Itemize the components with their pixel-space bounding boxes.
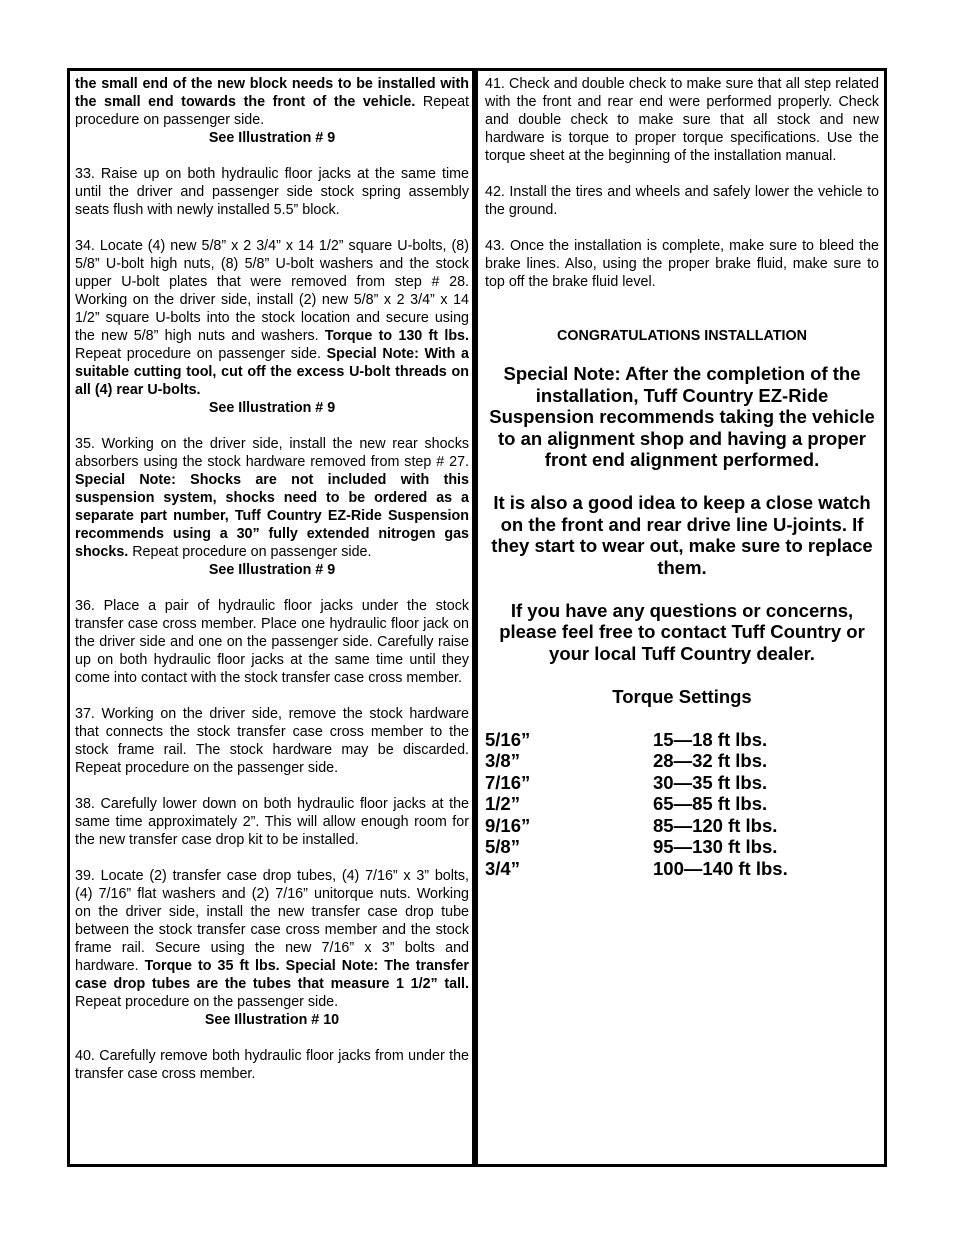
step-39-repeat: Repeat procedure on the passenger side. [75, 994, 339, 1010]
step-41: 41. Check and double check to make sure that all step related with the front and rear end were performed properly. Check and double check to make sure that all stock and new hardware is torque to proper torque specifications. Use the torque sheet at the beginning of the installation manual. [485, 76, 879, 164]
step-38: 38. Carefully lower down on both hydraulic floor jacks at the same time approximately 2”. This will allow enough room for the new transfer case drop kit to be installed. [75, 796, 469, 848]
step-35-note: Special Note: Shocks are not included with this suspension system, shocks need to be ordered as a separate part number, Tuff Country EZ-Ride Suspension recommends using a 30” fully extended nitrogen gas shocks. [75, 472, 469, 560]
right-column [485, 75, 879, 879]
left-column [75, 75, 469, 1101]
step-32-rest: Repeat procedure on passenger side. [75, 94, 469, 128]
step-40: 40. Carefully remove both hydraulic floor jacks from under the transfer case cross member. [75, 1048, 469, 1082]
step-43: 43. Once the installation is complete, make sure to bleed the brake lines. Also, using the proper brake fluid, make sure to top off the brake fluid level. [485, 238, 879, 290]
torque-row [485, 750, 879, 772]
torque-value: 28—32 ft lbs. [653, 750, 768, 771]
torque-settings-title: Torque Settings [612, 685, 752, 707]
torque-value: 85—120 ft lbs. [653, 814, 778, 836]
torque-table [485, 729, 879, 880]
step-34-repeat: Repeat procedure on passenger side. [75, 346, 327, 362]
step-33: 33. Raise up on both hydraulic floor jacks at the same time until the driver and passenger side stock spring assembly seats flush with newly installed 5.5” block. [75, 166, 469, 218]
ujoint-note: It is also a good idea to keep a close watch on the front and rear drive line U-joints. If they start to wear out, make sure to replace them. [491, 492, 873, 578]
step-32-bold: the small end of the new block needs to be installed with the small end towards the front of the vehicle. [75, 76, 469, 110]
torque-size: 9/16” [485, 814, 531, 836]
torque-row [485, 729, 879, 751]
step-34-text: 34. Locate (4) new 5/8” x 2 3/4” x 14 1/2” square U-bolts, (8) 5/8” U-bolt high nuts, (8) 5/8” U-bolt washers and the stock upper U-bolt plates that were removed from step # 28. Working on the driver side, install (2) new 5/8” x 2 3/4” x 14 1/2” square U-bolts into the stock location and secure using the new 5/8” high nuts and washers. [75, 238, 469, 344]
step-34-note: Special Note: With a suitable cutting tool, cut off the excess U-bolt threads on all (4) rear U-bolts. [75, 346, 469, 398]
step-32-continued [75, 75, 469, 129]
step-39-note: Torque to 35 ft lbs. Special Note: The transfer case drop tubes are the tubes that measure 1 1/2” tall. [75, 958, 469, 992]
congratulations-heading: CONGRATULATIONS INSTALLATION [557, 328, 807, 344]
step-34-torque: Torque to 130 ft lbs. [324, 328, 469, 344]
step-39 [75, 867, 469, 1011]
torque-value: 100—140 ft lbs. [653, 857, 788, 879]
illustration-ref-9b: See Illustration # 9 [208, 400, 336, 416]
step-39-text: 39. Locate (2) transfer case drop tubes, (4) 7/16” x 3” bolts, (4) 7/16” flat washers and (2) 7/16” unitorque nuts. Working on the driver side, install the new transfer case drop tube between the stock transfer case cross member and the stock frame rail. Secure using the new 7/16” x 3” bolts and hardware. [75, 868, 469, 974]
torque-value: 65—85 ft lbs. [653, 793, 768, 814]
step-35-text: 35. Working on the driver side, install the new rear shocks absorbers using the stock hardware removed from step # 27. [75, 436, 469, 470]
torque-size: 1/2” [485, 793, 520, 814]
torque-value: 95—130 ft lbs. [653, 836, 778, 857]
step-36: 36. Place a pair of hydraulic floor jacks under the stock transfer case cross member. Place one hydraulic floor jack on the driver side and one on the passenger side. Carefully raise up on both hydraulic floor jacks at the same time until they come into contact with the stock transfer case cross member. [75, 598, 469, 686]
torque-row [485, 858, 879, 880]
torque-row [485, 815, 879, 837]
torque-row [485, 772, 879, 794]
illustration-ref-9a: See Illustration # 9 [208, 130, 336, 146]
step-35-repeat: Repeat procedure on passenger side. [128, 544, 372, 560]
torque-size: 7/16” [485, 771, 531, 793]
alignment-note: Special Note: After the completion of the installation, Tuff Country EZ-Ride Suspension recommends taking the vehicle to an alignment shop and having a proper front end alignment performed. [489, 363, 875, 470]
column-divider [472, 68, 478, 1167]
torque-size: 3/8” [485, 750, 520, 771]
step-34 [75, 237, 469, 399]
contact-note: If you have any questions or concerns, please feel free to contact Tuff Country or your local Tuff Country dealer. [499, 599, 865, 664]
torque-value: 15—18 ft lbs. [653, 728, 768, 750]
illustration-ref-9c: See Illustration # 9 [208, 562, 336, 578]
torque-value: 30—35 ft lbs. [653, 771, 768, 793]
step-42: 42. Install the tires and wheels and safely lower the vehicle to the ground. [485, 184, 879, 218]
illustration-ref-10: See Illustration # 10 [204, 1012, 340, 1028]
torque-row [485, 793, 879, 815]
step-35 [75, 435, 469, 561]
step-37: 37. Working on the driver side, remove the stock hardware that connects the stock transfer case cross member to the stock frame rail. The stock hardware may be discarded. Repeat procedure on the passenger side. [75, 706, 469, 776]
torque-row [485, 836, 879, 858]
torque-size: 3/4” [485, 857, 520, 879]
torque-size: 5/16” [485, 728, 531, 750]
torque-size: 5/8” [485, 836, 520, 857]
